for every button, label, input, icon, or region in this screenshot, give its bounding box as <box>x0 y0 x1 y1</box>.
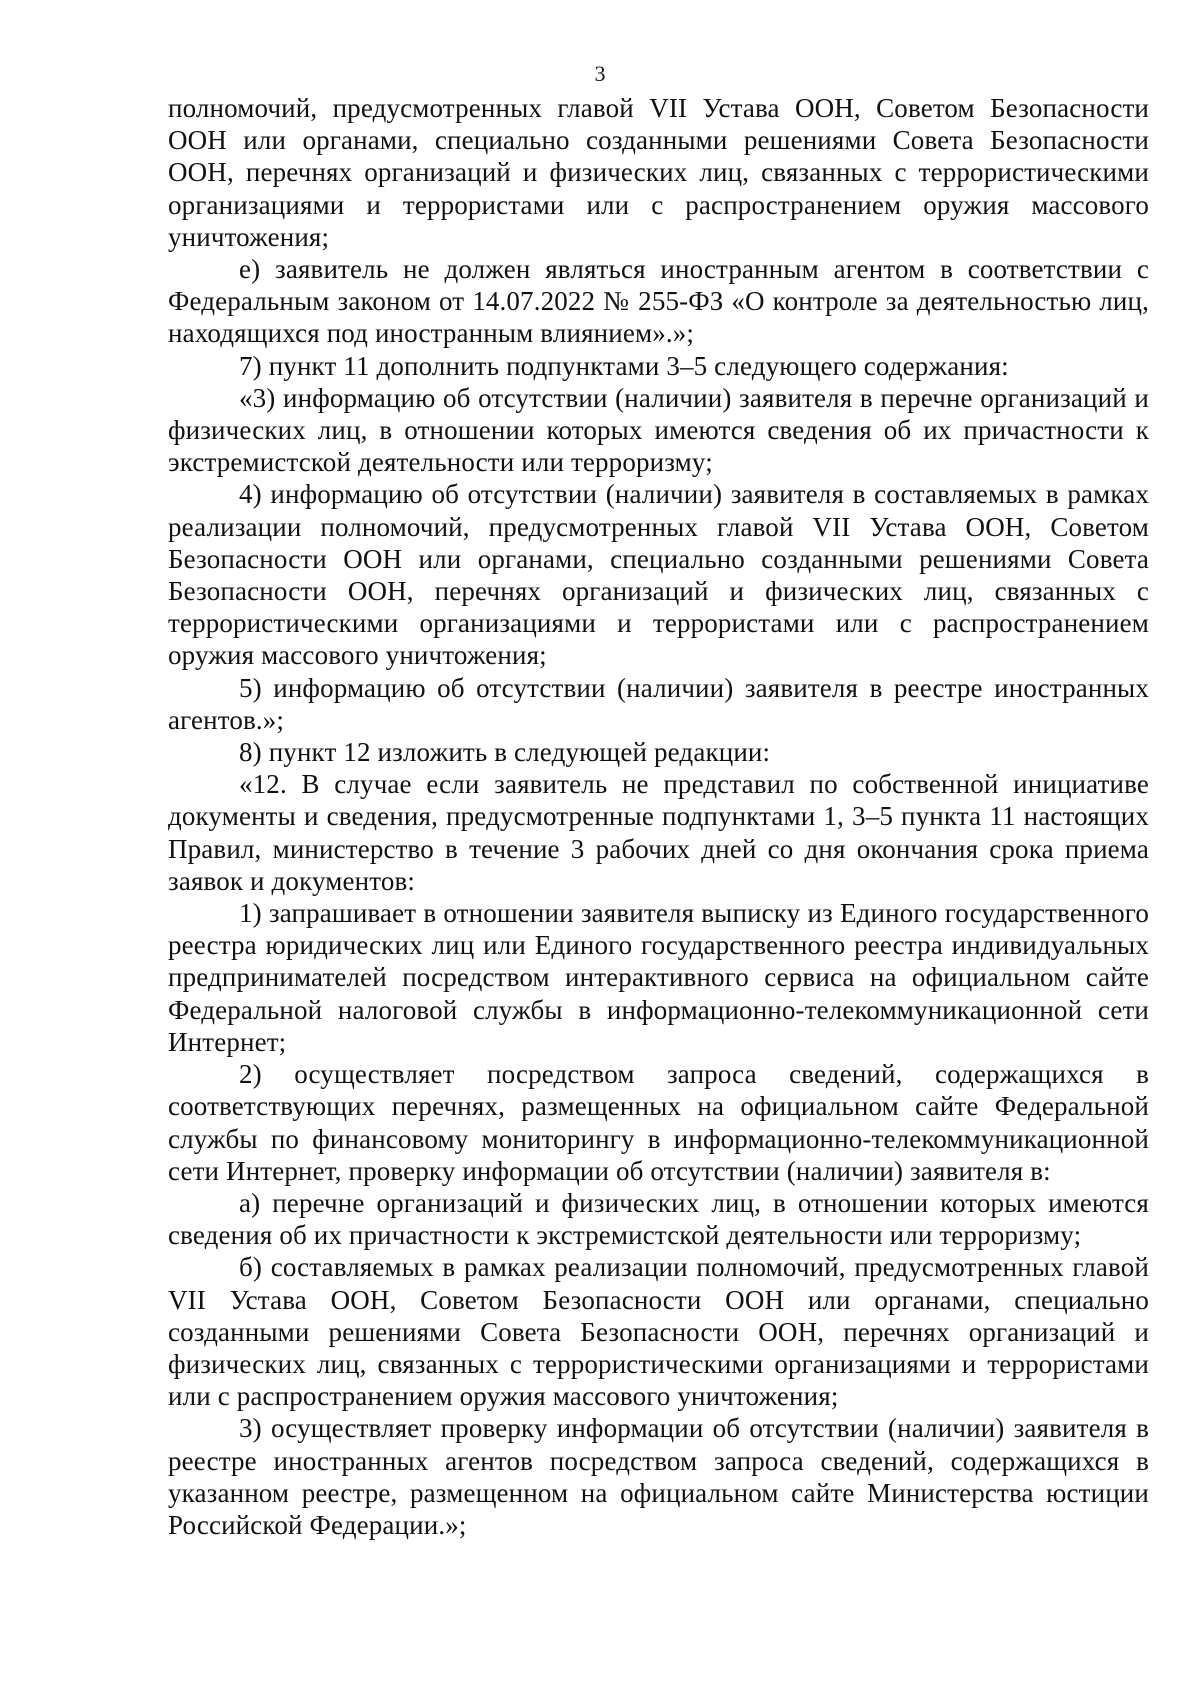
paragraph-clause-12-item-3: 3) осуществляет проверку информации об отсутствии (наличии) заявителя в реестре иностранных агентов посредством запроса сведений, содержащихся в указанном реестре, размещенном на официальном сайте Министерства юстиции Российской Федерации.»; <box>168 1413 1149 1540</box>
paragraph-subitem-3: «3) информацию об отсутствии (наличии) заявителя в перечне организаций и физических лиц, в отношении которых имеются сведения об их причастности к экстремистской деятельности или терроризму; <box>168 382 1149 478</box>
paragraph-subitem-5: 5) информацию об отсутствии (наличии) заявителя в реестре иностранных агентов.»; <box>168 672 1149 735</box>
paragraph-clause-12-item-2: 2) осуществляет посредством запроса сведений, содержащихся в соответствующих перечнях, размещенных на официальном сайте Федеральной службы по финансовому мониторингу в информационно-телекоммуникационной сети Интернет, проверку информации об отсутствии (наличии) заявителя в: <box>168 1059 1149 1186</box>
paragraph-clause-12-item-2a: а) перечне организаций и физических лиц, в отношении которых имеются сведения об их причастности к экстремистской деятельности или терроризму; <box>168 1187 1149 1251</box>
paragraph-continuation: полномочий, предусмотренных главой VII Устава ООН, Советом Безопасности ООН или органами, специально созданными решениями Совета Безопасности ООН, перечнях организаций и физических лиц, связанных с террористическими организациями и террористами или с распространением оружия массового уничтожения; <box>168 93 1149 252</box>
paragraph-subitem-e: е) заявитель не должен являться иностранным агентом в соответствии с Федеральным законом от 14.07.2022 № 255-ФЗ «О контроле за деятельностью лиц, находящихся под иностранным влиянием».»; <box>168 254 1149 349</box>
page-number: 3 <box>594 61 606 86</box>
paragraph-item-8: 8) пункт 12 изложить в следующей редакции: <box>239 737 771 768</box>
paragraph-subitem-4: 4) информацию об отсутствии (наличии) заявителя в составляемых в рамках реализации полномочий, предусмотренных главой VII Устава ООН, Советом Безопасности ООН или органами, специально созданными решениями Совета Безопасности ООН, перечнях организаций и физических лиц, связанных с террористическими организациями и террористами или с распространением оружия массового уничтожения; <box>168 479 1149 671</box>
paragraph-clause-12-item-2b: б) составляемых в рамках реализации полномочий, предусмотренных главой VII Устава ООН, Советом Безопасности ООН или органами, специально созданными решениями Совета Безопасности ООН, перечнях организаций и физических лиц, связанных с террористическими организациями и террористами или с распространением оружия массового уничтожения; <box>168 1252 1149 1412</box>
paragraph-clause-12: «12. В случае если заявитель не представил по собственной инициативе документы и сведения, предусмотренные подпунктами 1, 3–5 пункта 11 настоящих Правил, министерство в течение 3 рабочих дней со дня окончания срока приема заявок и документов: <box>168 769 1149 896</box>
paragraph-clause-12-item-1: 1) запрашивает в отношении заявителя выписку из Единого государственного реестра юридических лиц или Единого государственного реестра индивидуальных предпринимателей посредством интерактивного сервиса на официальном сайте Федеральной налоговой службы в информационно-телекоммуникационной сети Интернет; <box>168 898 1149 1057</box>
document-body <box>168 92 1149 1541</box>
paragraph-item-7: 7) пункт 11 дополнить подпунктами 3–5 следующего содержания: <box>239 350 1009 381</box>
